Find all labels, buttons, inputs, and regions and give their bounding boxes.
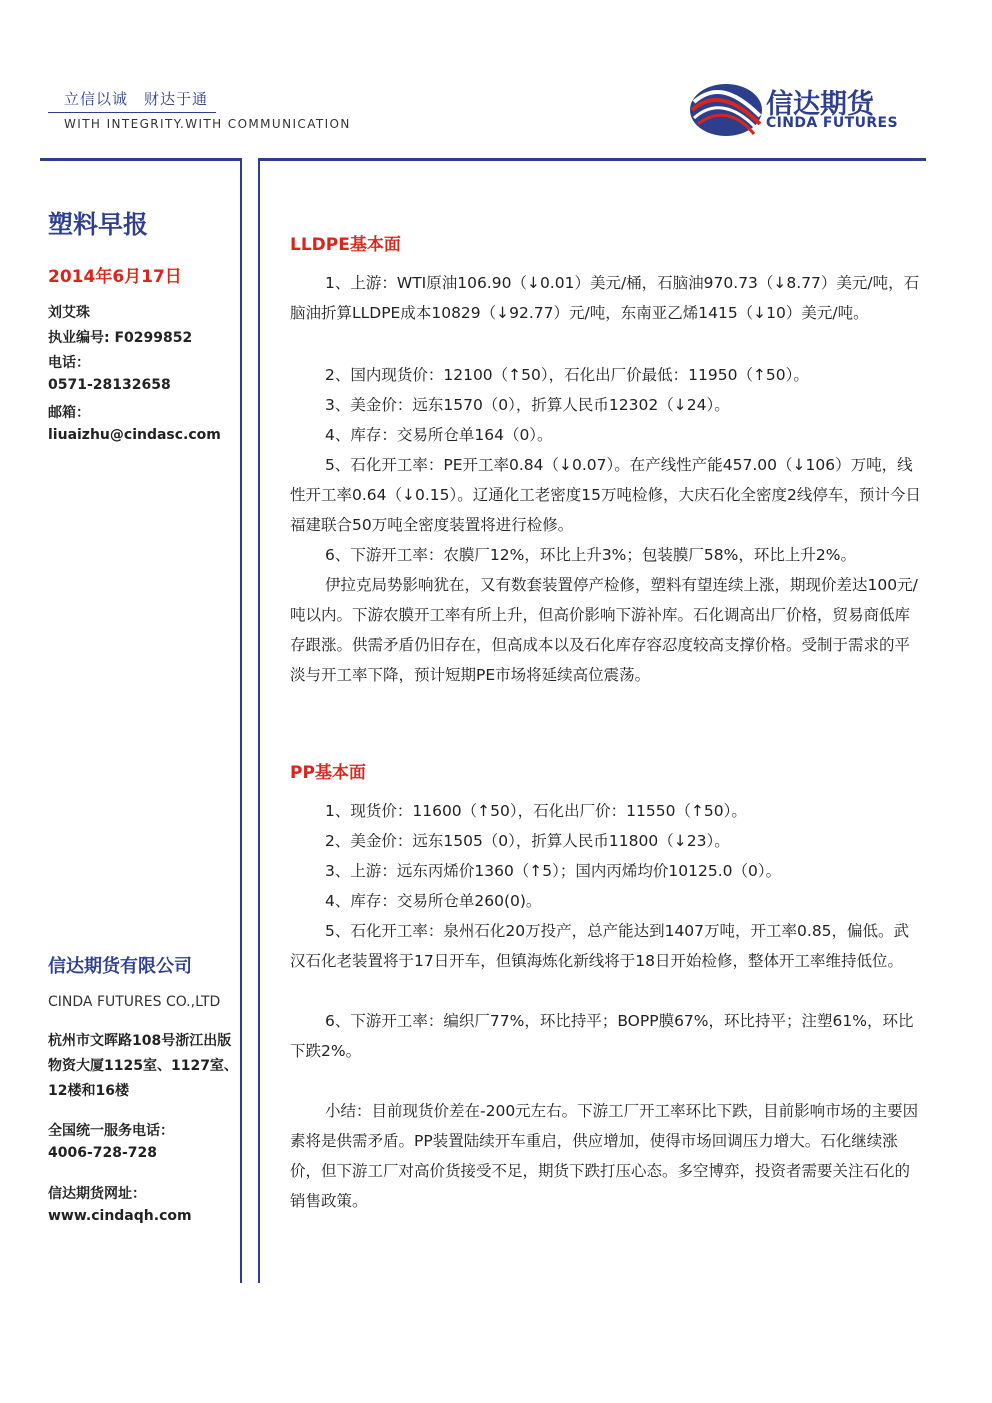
column-divider-2 [258,158,260,1283]
license-number: 执业编号: F0299852 [48,330,193,346]
header-rule-left [40,158,240,161]
logo-text-cn: 信达期货 [766,89,874,120]
email-label: 邮箱： [48,405,90,421]
company-address: 杭州市文晖路108号浙江出版物资大厦1125室、1127室、12楼和16楼 [48,1033,238,1099]
pp-downstream-rate: 6、下游开工率：编织厂77%，环比持平；BOPP膜67%，环比持平；注塑61%，环比下跌2%。 [290,1012,914,1060]
lldpe-upstream: 1、上游：WTI原油106.90（↓0.01）美元/桶，石脑油970.73（↓8.77）美元/吨，石脑油折算LLDPE成本10829（↓92.77）元/吨，东南亚乙烯1415（↓10）美元/吨。 [290,274,920,322]
website-label: 信达期货网址： [48,1186,146,1202]
company-logo [688,80,928,140]
phone-label: 电话： [48,355,90,371]
logo-text-en: CINDA FUTURES [766,115,899,131]
header-rule-right [258,158,926,161]
pp-inventory: 4、库存：交易所仓单260(0)。 [325,892,542,910]
lldpe-section-title: LLDPE基本面 [290,235,401,255]
swoosh-icon [688,80,764,140]
report-date: 2014年6月17日 [48,267,182,287]
pp-usd-price: 2、美金价：远东1505（0），折算人民币11800（↓23）。 [325,832,730,850]
column-divider-1 [240,158,242,1283]
phone-number: 0571-28132658 [48,377,171,393]
pp-section-title: PP基本面 [290,763,366,783]
pp-spot-price: 1、现货价：11600（↑50），石化出厂价：11550（↑50）。 [325,802,747,820]
website-link[interactable]: www.cindaqh.com [48,1208,192,1224]
hotline-number: 4006-728-728 [48,1145,158,1161]
summary-text: 小结：目前现货价差在-200元左右。下游工厂开工率环比下跌，目前影响市场的主要因素将是供需矛盾。PP装置陆续开车重启，供应增加，使得市场回调压力增大。石化继续涨价，但下游工厂对高价货接受不足，期货下跌打压心态。多空博弈，投资者需要关注石化的销售政策。 [290,1102,919,1210]
company-name-en: CINDA FUTURES CO.,LTD [48,994,221,1010]
lldpe-operating-rate: 5、石化开工率：PE开工率0.84（↓0.07）。在产线性产能457.00（↓106）万吨，线性开工率0.64（↓0.15）。辽通化工老密度15万吨检修，大庆石化全密度2线停车，预计今日福建联合50万吨全密度装置将进行检修。 [290,456,921,534]
report-title: 塑料早报 [48,210,149,239]
analyst-name: 刘艾珠 [48,305,90,321]
lldpe-inventory: 4、库存：交易所仓单164（0）。 [325,426,553,444]
pp-upstream: 3、上游：远东丙烯价1360（↑5）；国内丙烯均价10125.0（0）。 [325,862,782,880]
lldpe-spot-price: 2、国内现货价：12100（↑50），石化出厂价最低：11950（↑50）。 [325,366,809,384]
hotline-label: 全国统一服务电话： [48,1123,174,1139]
lldpe-usd-price: 3、美金价：远东1570（0），折算人民币12302（↓24）。 [325,396,730,414]
lldpe-downstream-rate: 6、下游开工率：农膜厂12%，环比上升3%；包装膜厂58%，环比上升2%。 [325,546,856,564]
slogan-en: WITH INTEGRITY.WITH COMMUNICATION [64,117,351,131]
pp-operating-rate: 5、石化开工率：泉州石化20万投产，总产能达到1407万吨，开工率0.85，偏低。武汉石化老装置将于17日开车，但镇海炼化新线将于18日开始检修，整体开工率维持低位。 [290,922,910,970]
lldpe-analysis: 伊拉克局势影响犹在，又有数套装置停产检修，塑料有望连续上涨，期现价差达100元/吨以内。下游农膜开工率有所上升，但高价影响下游补库。石化调高出厂价格，贸易商低库存跟涨。供需矛盾仍旧存在，但高成本以及石化库存容忍度较高支撑价格。受制于需求的平淡与开工率下降，预计短期PE市场将延续高位震荡。 [290,576,918,684]
email-address[interactable]: liuaizhu@cindasc.com [48,427,221,443]
company-name: 信达期货有限公司 [48,956,192,977]
slogan-cn: 立信以诚 财达于通 [64,90,209,108]
slogan-underline [48,112,216,113]
